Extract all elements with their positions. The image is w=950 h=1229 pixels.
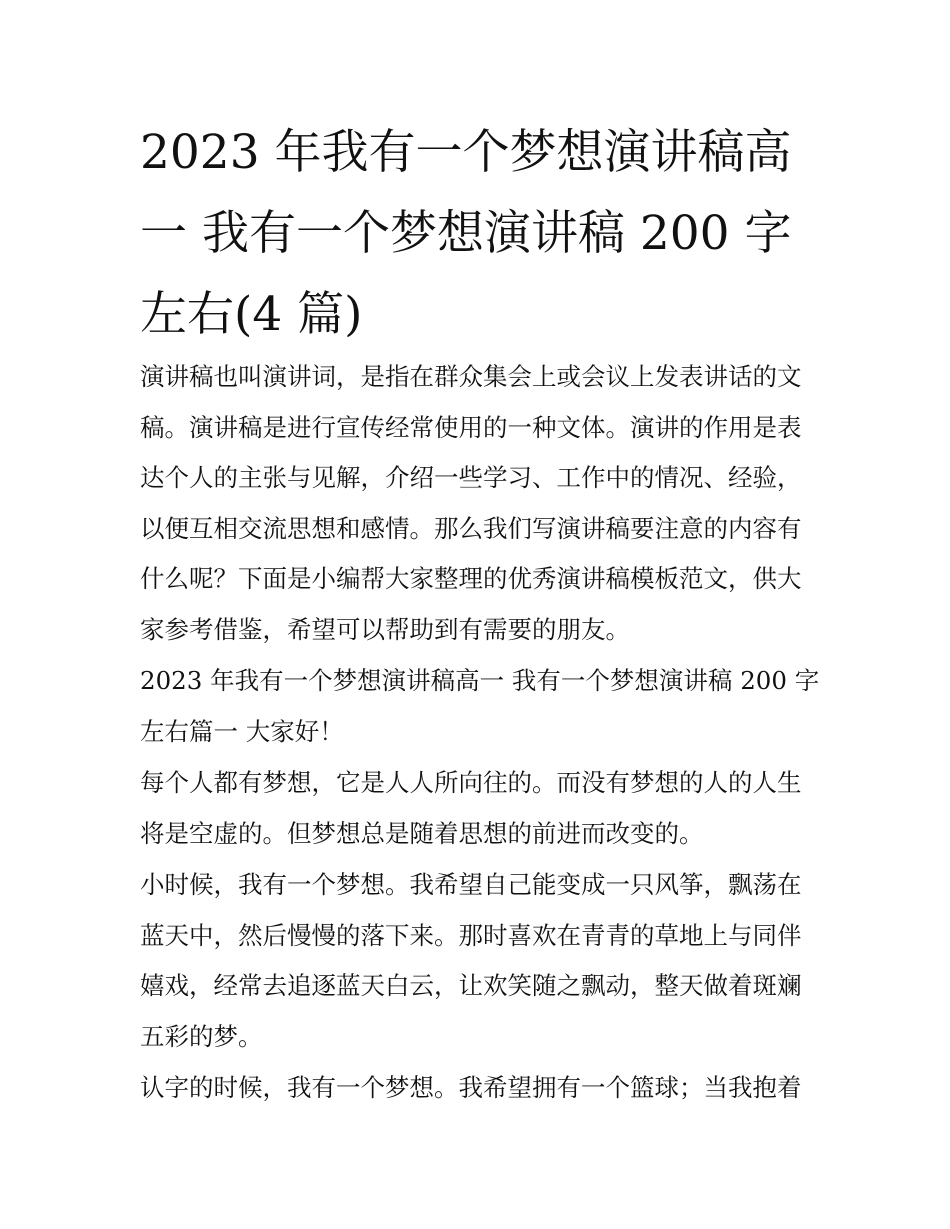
text-line: 小时候，我有一个梦想。我希望自己能变成一只风筝，飘荡在 bbox=[140, 870, 802, 899]
body-paragraph bbox=[140, 758, 820, 859]
intro-paragraph bbox=[140, 352, 820, 655]
title-line: 左右(4 篇) bbox=[140, 287, 363, 342]
text-line: 将是空虚的。但梦想总是随着思想的前进而改变的。 bbox=[140, 818, 704, 848]
text-line: 以便互相交流思想和感情。那么我们写演讲稿要注意的内容有 bbox=[140, 513, 802, 543]
section-heading-paragraph bbox=[140, 656, 820, 757]
body-paragraph bbox=[140, 860, 820, 1062]
document-body bbox=[140, 352, 820, 1115]
text-line: 蓝天中，然后慢慢的落下来。那时喜欢在青青的草地上与同伴 bbox=[140, 920, 802, 950]
text-line: 演讲稿也叫演讲词，是指在群众集会上或会议上发表讲话的文 bbox=[140, 362, 802, 391]
text-line: 认字的时候，我有一个梦想。我希望拥有一个篮球；当我抱着 bbox=[140, 1073, 802, 1102]
text-line: 稿。演讲稿是进行宣传经常使用的一种文体。演讲的作用是表 bbox=[140, 412, 802, 442]
text-line: 嬉戏，经常去追逐蓝天白云，让欢笑随之飘动，整天做着斑斓 bbox=[140, 971, 802, 1000]
text-line: 每个人都有梦想，它是人人所向往的。而没有梦想的人的人生 bbox=[140, 768, 802, 797]
text-line: 左右篇一 大家好！ bbox=[140, 716, 344, 746]
text-line: 达个人的主张与见解，介绍一些学习、工作中的情况、经验， bbox=[140, 463, 802, 492]
document-title bbox=[140, 112, 820, 355]
body-paragraph bbox=[140, 1063, 820, 1114]
text-line: 2023 年我有一个梦想演讲稿高一 我有一个梦想演讲稿 200 字 bbox=[140, 666, 820, 695]
text-line: 家参考借鉴，希望可以帮助到有需要的朋友。 bbox=[140, 614, 630, 644]
title-line: 2023 年我有一个梦想演讲稿高 bbox=[140, 125, 792, 180]
title-line: 一 我有一个梦想演讲稿 200 字 bbox=[140, 206, 792, 261]
text-line: 什么呢？下面是小编帮大家整理的优秀演讲稿模板范文，供大 bbox=[140, 564, 802, 593]
text-line: 五彩的梦。 bbox=[140, 1021, 263, 1051]
